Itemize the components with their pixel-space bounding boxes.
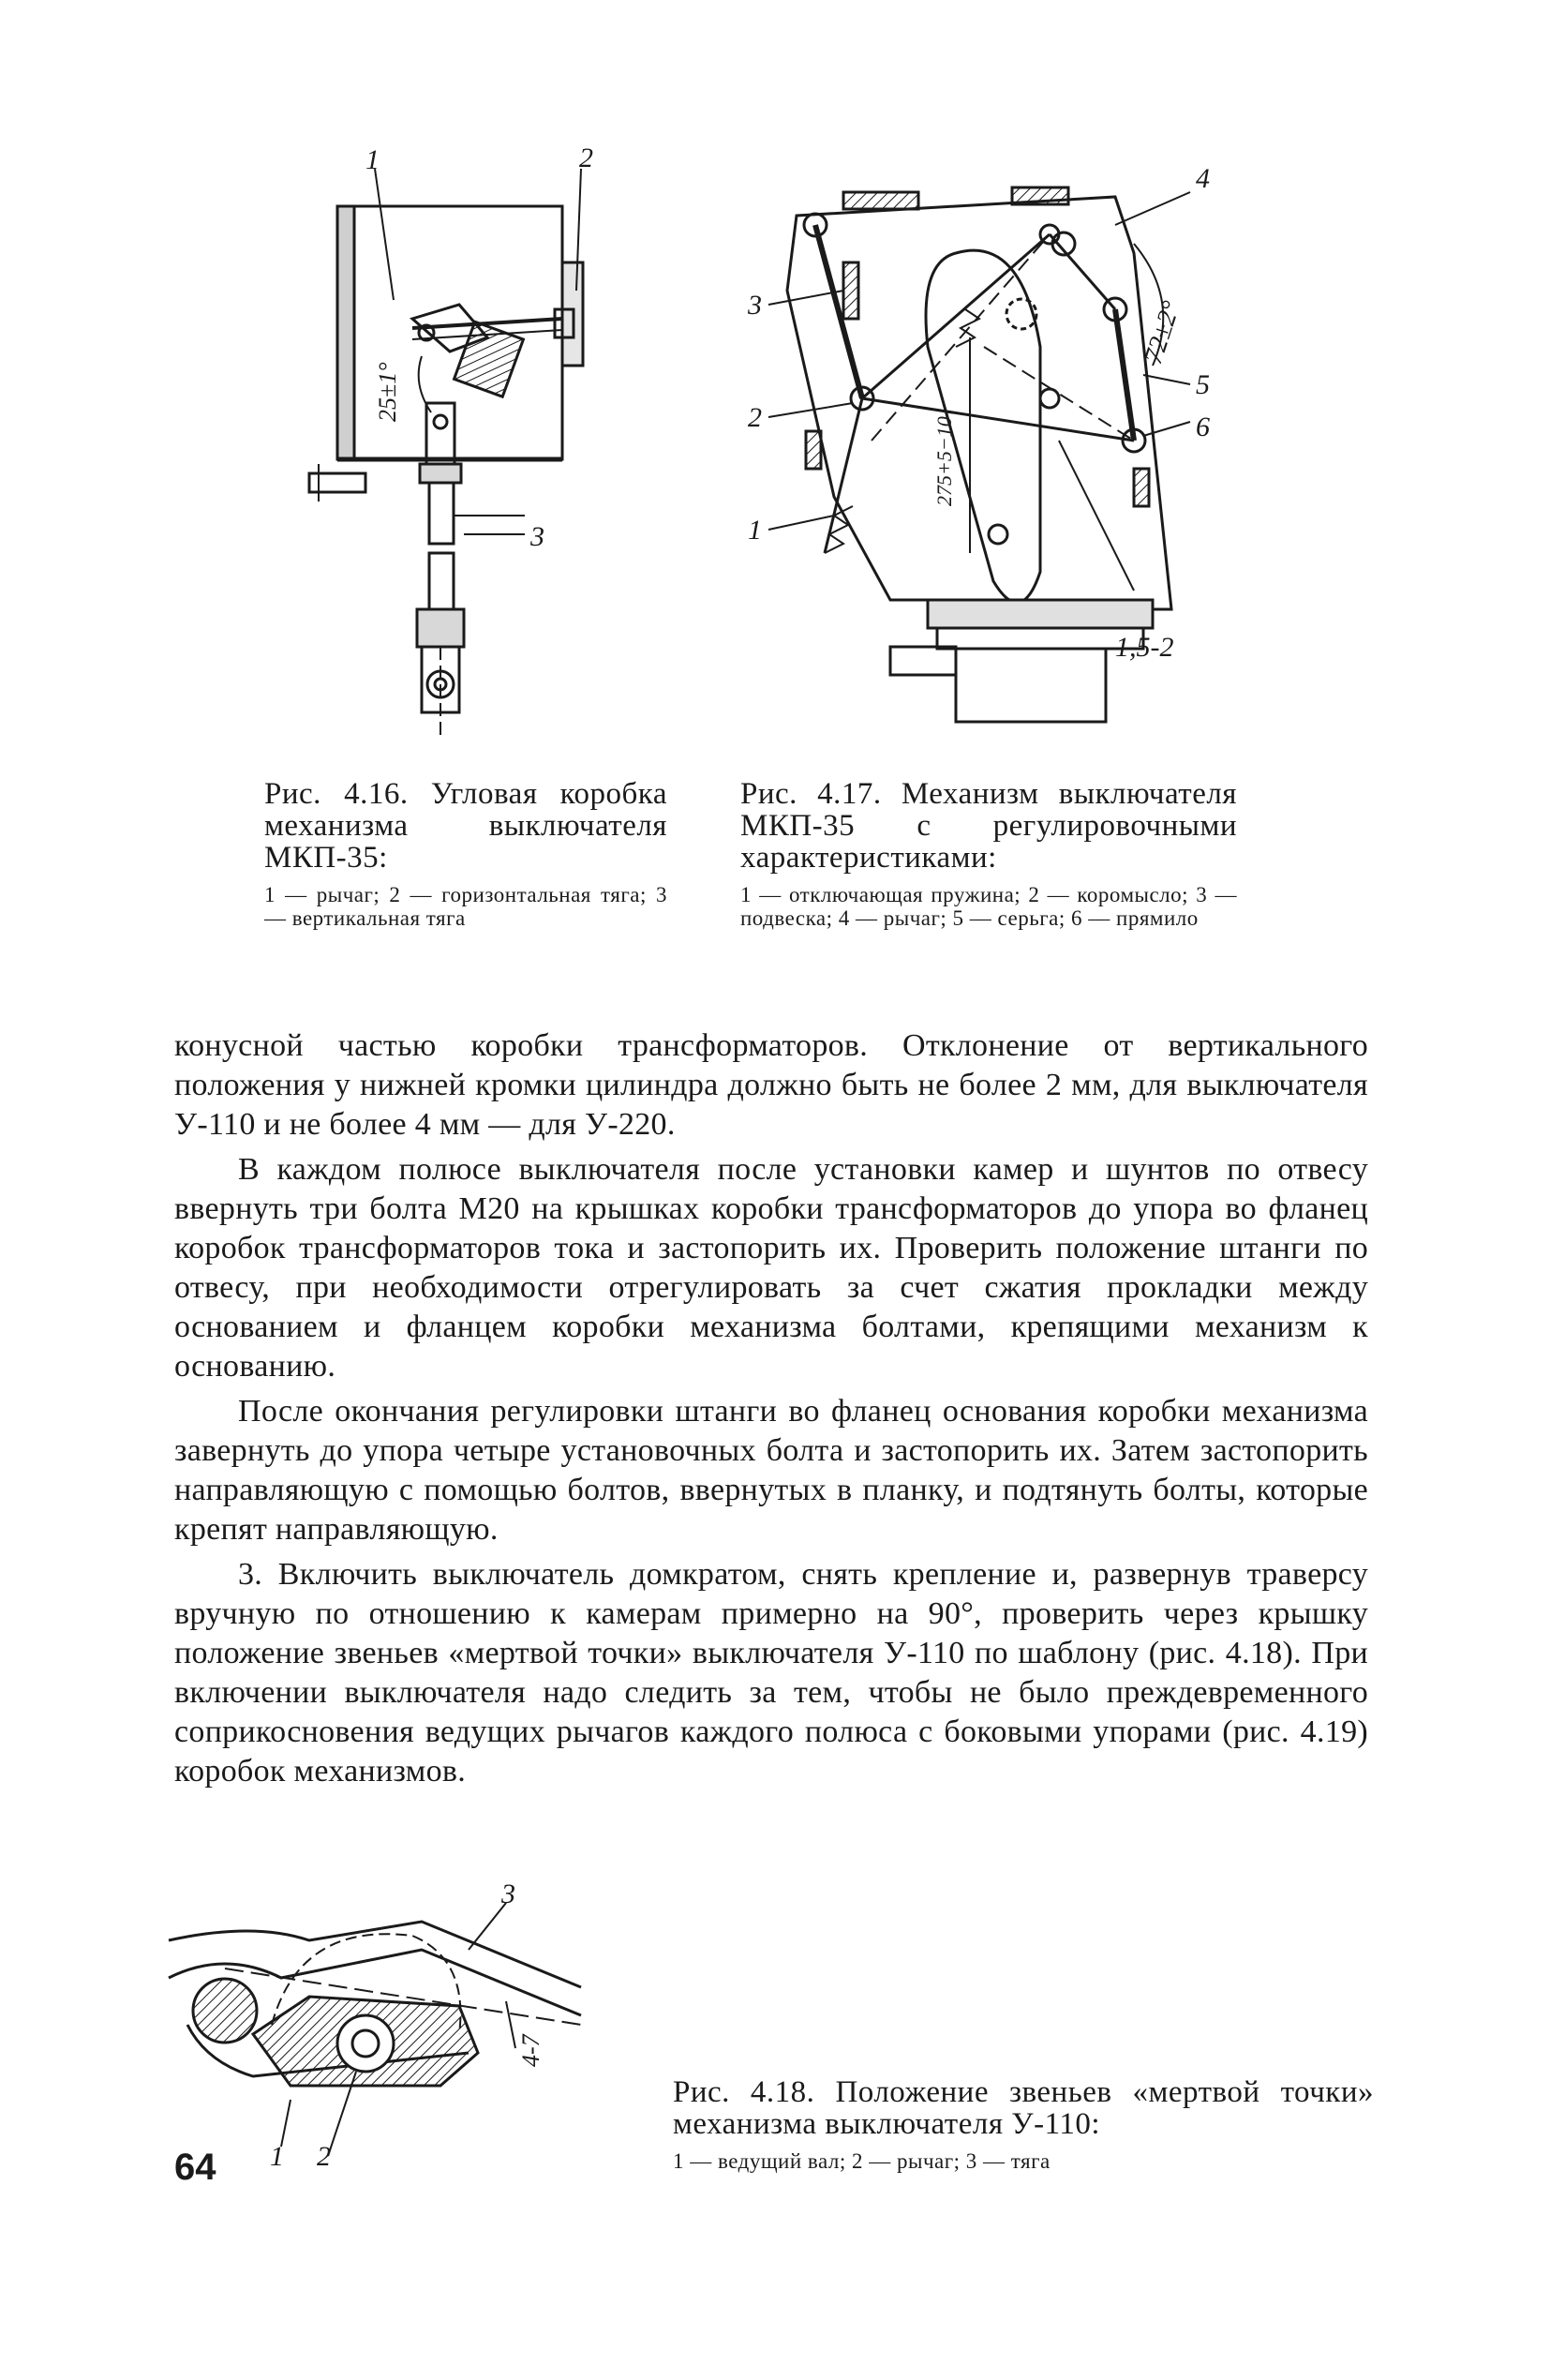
fig16-caption-title: Рис. 4.16. Угловая коробка механизма выключателя МКП-35: — [264, 777, 667, 875]
fig17-gap-label: 1,5-2 — [1115, 632, 1174, 663]
fig18-callout-1: 1 — [270, 2141, 284, 2172]
fig18-dim-label: 4-7 — [517, 2034, 544, 2067]
fig18-caption-legend: 1 — ведущий вал; 2 — рычаг; 3 — тяга — [673, 2149, 1051, 2173]
fig17-callout-4: 4 — [1196, 163, 1210, 194]
fig16-angle-label: 25±1° — [374, 362, 401, 422]
fig17-angle-label: 72±2° — [1139, 297, 1186, 368]
figure-4-17-caption — [740, 778, 1237, 930]
fig18-caption-title: Рис. 4.18. Положение звеньев «мертвой точки» механизма выключателя У-110: — [673, 2075, 1374, 2141]
fig17-callout-5: 5 — [1196, 369, 1210, 400]
figure-4-17-drawing — [740, 159, 1265, 722]
fig17-dim-label: 275+5−10 — [932, 416, 956, 506]
fig17-callout-1: 1 — [748, 515, 762, 546]
figure-4-18-caption — [673, 2076, 1374, 2173]
body-text — [174, 1026, 1368, 1797]
fig17-caption-legend: 1 — отключающая пружина; 2 — коромысло; 3 — подвеска; 4 — рычаг; 5 — серьга; 6 — прямило — [740, 883, 1237, 930]
fig18-callout-2: 2 — [317, 2141, 331, 2172]
page-number: 64 — [174, 2147, 216, 2188]
paragraph-3: После окончания регулировки штанги во фланец основания коробки механизма завернуть до упора четыре установочных болта и застопорить их. Затем застопорить направляющую с помощью болтов, ввернутых в планку, и подтянуть болты, которые крепят направляющую. — [174, 1394, 1368, 1547]
fig16-caption-legend: 1 — рычаг; 2 — горизонтальная тяга; 3 — вертикальная тяга — [264, 883, 667, 930]
paragraph-2: В каждом полюсе выключателя после установки камер и шунтов по отвесу ввернуть три болта М20 на крышках коробки трансформаторов до упора во фланец коробок трансформаторов тока и застопорить их. Проверить положение штанги по отвесу, при необходимости отрегулировать за счет сжатия прокладки между основанием и фланцем коробки механизма болтами, крепящими механизм к основанию. — [174, 1152, 1368, 1384]
fig16-callout-1: 1 — [365, 144, 380, 175]
fig16-callout-2: 2 — [579, 142, 593, 173]
fig17-callout-6: 6 — [1196, 412, 1210, 442]
fig17-callout-2: 2 — [748, 402, 762, 433]
paragraph-1: конусной частью коробки трансформаторов. Отклонение от вертикального положения у нижней кромки цилиндра должно быть не более 2 мм, для выключателя У-110 и не более 4 мм — для У-220. — [174, 1028, 1368, 1142]
fig17-callout-3: 3 — [748, 290, 762, 321]
fig17-caption-title: Рис. 4.17. Механизм выключателя МКП-35 с регулировочными характеристиками: — [740, 777, 1237, 875]
fig18-callout-3: 3 — [501, 1879, 515, 1909]
figure-4-16-caption — [264, 778, 667, 930]
paragraph-4: 3. Включить выключатель домкратом, снять крепление и, развернув траверсу вручную по отношению к камерам примерно на 90°, проверить через крышку положение звеньев «мертвой точки» выключателя У-110 по шаблону (рис. 4.18). При включении выключателя надо следить за тем, чтобы не было преждевременного соприкосновения ведущих рычагов каждого полюса с боковыми упорами (рис. 4.19) коробок механизмов. — [174, 1557, 1368, 1789]
fig16-callout-3: 3 — [530, 521, 544, 552]
figure-4-16-drawing — [309, 141, 593, 741]
